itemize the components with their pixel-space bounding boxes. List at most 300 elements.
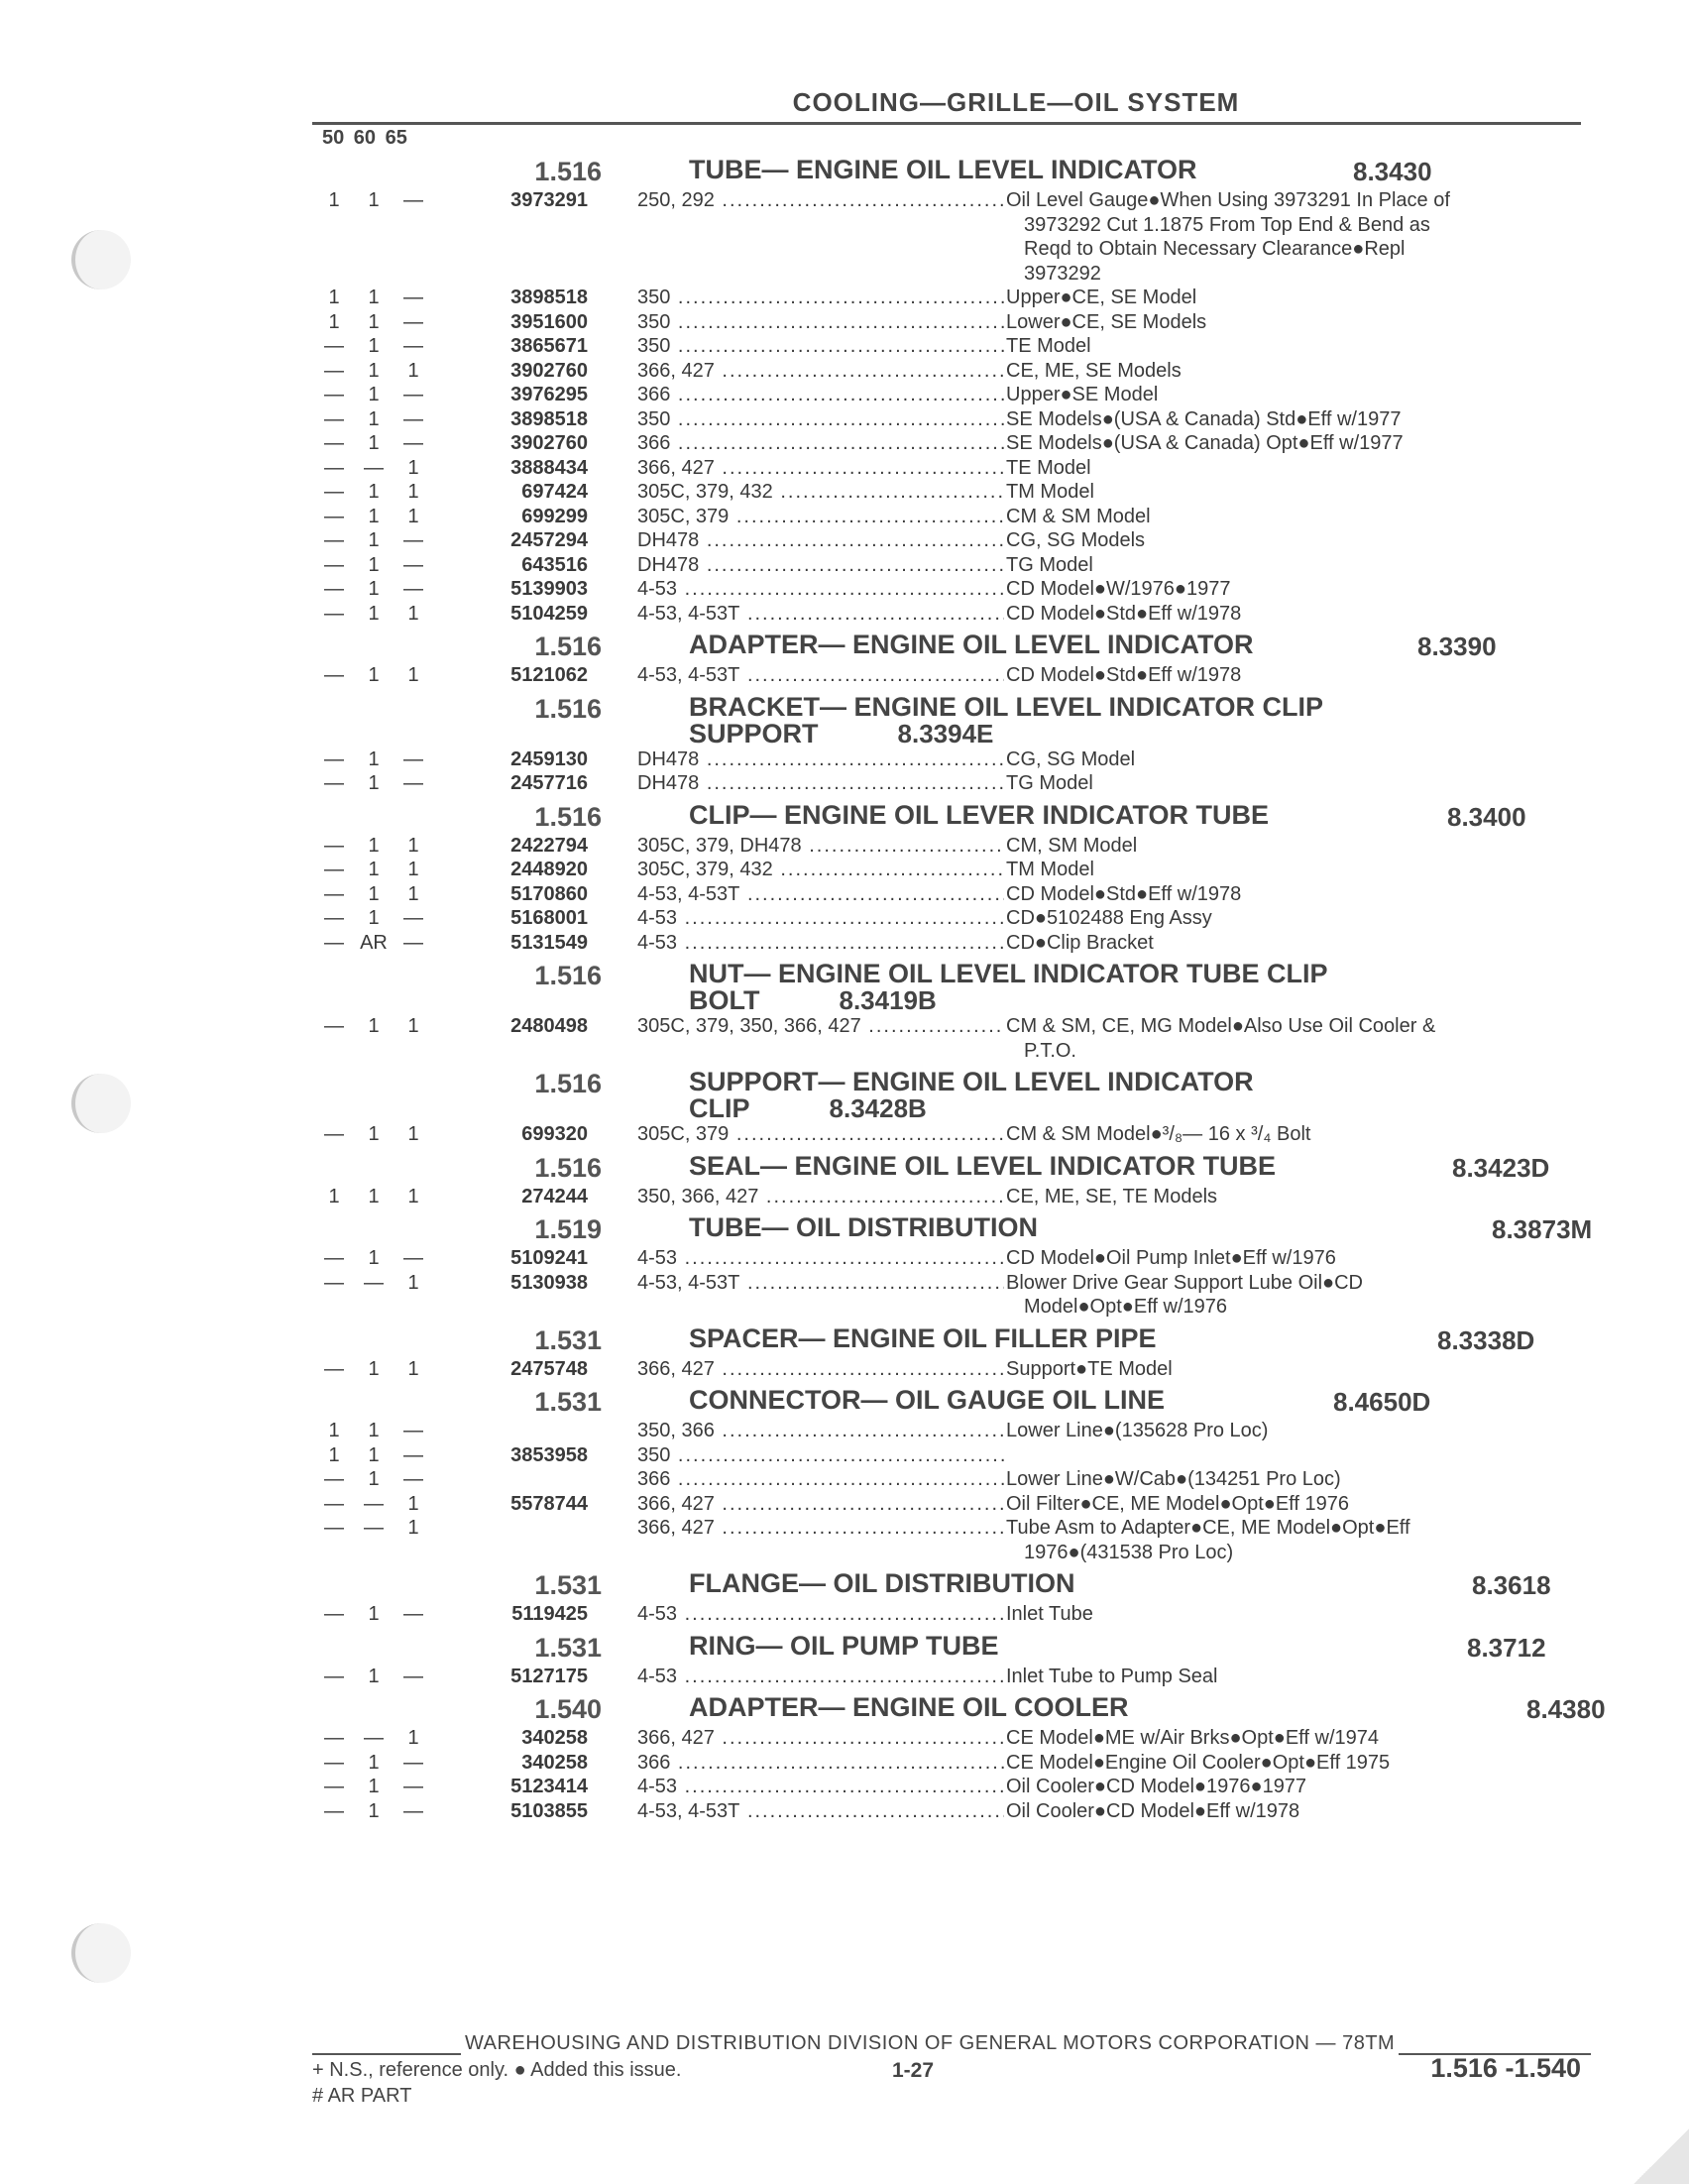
part-number: 340258	[521, 1727, 588, 1749]
year-qty-c3: —	[403, 1776, 423, 1797]
section-code: 8.3873M	[1492, 1214, 1593, 1244]
model-applicability: 350 .....	[637, 407, 1004, 432]
description-line: CE Model●ME w/Air Brks●Opt●Eff w/1974	[1006, 1727, 1379, 1749]
section-title	[689, 961, 1328, 1014]
part-row	[312, 906, 1591, 931]
part-description	[1006, 1775, 1591, 1799]
description-line: P.T.O.	[1024, 1039, 1076, 1062]
part-description	[1006, 771, 1591, 796]
group-number: 1.540	[534, 1694, 602, 1724]
year-qty-c2: 1	[368, 772, 380, 794]
group-number: 1.516	[534, 632, 602, 661]
part-row	[312, 577, 1591, 602]
part-number: 3898518	[510, 287, 588, 308]
year-qty-c1: —	[324, 931, 344, 954]
section-code: 8.3423D	[1452, 1152, 1550, 1183]
part-description	[1006, 1246, 1591, 1271]
year-qty-c3: 1	[407, 1185, 419, 1207]
model-applicability: 4-53 .....	[637, 1246, 1004, 1271]
part-row	[312, 1775, 1591, 1799]
model-applicability: 366, 427 .....	[637, 1516, 1004, 1541]
model-applicability: 305C, 379, 350, 366, 427 .....	[637, 1014, 1004, 1039]
part-description	[1006, 906, 1591, 931]
model-applicability: 366, 427 .....	[637, 1357, 1004, 1382]
part-number: 5123414	[510, 1776, 588, 1797]
part-row	[312, 1665, 1591, 1689]
section-title-line: CLIP 8.3428B	[689, 1093, 927, 1123]
section-title-line: SUPPORT 8.3394E	[689, 718, 994, 748]
footer-rule-left	[312, 2039, 461, 2055]
year-qty-c2: 1	[368, 335, 380, 357]
model-applicability: 305C, 379 .....	[637, 1122, 1004, 1147]
year-qty-c3: —	[403, 578, 423, 600]
year-qty-c3: —	[403, 432, 423, 454]
section-header	[312, 1385, 1591, 1419]
section-title	[689, 1214, 1038, 1241]
description-line: CE, ME, SE Models	[1006, 359, 1182, 382]
binder-hole-top	[71, 230, 131, 289]
year-qty-c2: 1	[368, 1799, 380, 1822]
year-qty-c1: —	[324, 481, 344, 503]
part-description	[1006, 1492, 1591, 1517]
section-code: 8.3400	[1447, 801, 1526, 832]
year-qty-c3: 1	[407, 1123, 419, 1145]
year-qty-c3: —	[403, 1443, 423, 1466]
section-title	[689, 632, 1254, 658]
year-qty-c2: —	[364, 1517, 384, 1539]
part-number: 3902760	[510, 359, 588, 382]
year-qty-c3: —	[403, 1420, 423, 1441]
year-qty-c3: 1	[407, 1727, 419, 1749]
year-qty-c3: —	[403, 1799, 423, 1822]
description-line: TG Model	[1006, 772, 1093, 794]
part-row	[312, 747, 1591, 772]
description-line: Lower Line●(135628 Pro Loc)	[1006, 1420, 1269, 1441]
title-rule	[312, 122, 1581, 125]
model-applicability: 350, 366 .....	[637, 1419, 1004, 1443]
year-qty-c1: —	[324, 432, 344, 454]
year-qty-c1: —	[324, 859, 344, 880]
part-row	[312, 480, 1591, 505]
model-applicability: 4-53 .....	[637, 1602, 1004, 1627]
model-applicability: 305C, 379, DH478 .....	[637, 834, 1004, 859]
description-line: SE Models●(USA & Canada) Std●Eff w/1977	[1006, 407, 1402, 430]
model-applicability: 350 .....	[637, 310, 1004, 335]
model-applicability: 4-53 .....	[637, 906, 1004, 931]
part-number: 2459130	[510, 747, 588, 770]
year-qty-c1: —	[324, 602, 344, 625]
model-applicability: 4-53, 4-53T .....	[637, 882, 1004, 907]
part-row	[312, 602, 1591, 627]
part-description	[1006, 1751, 1591, 1776]
part-description	[1006, 1014, 1591, 1063]
description-line: CD Model●Std●Eff w/1978	[1006, 882, 1242, 905]
description-line: Model●Opt●Eff w/1976	[1024, 1296, 1228, 1318]
part-row	[312, 383, 1591, 407]
description-line: CD●Clip Bracket	[1006, 931, 1154, 954]
part-number: 3888434	[510, 456, 588, 479]
year-qty-c2: 1	[368, 553, 380, 576]
description-line: Inlet Tube	[1006, 1603, 1093, 1625]
part-description	[1006, 931, 1591, 956]
year-qty-c3: —	[403, 1247, 423, 1269]
part-number: 3865671	[510, 335, 588, 357]
model-applicability: DH478 .....	[637, 747, 1004, 772]
section-title	[689, 799, 1270, 830]
year-qty-c1: —	[324, 1271, 344, 1294]
part-number: 3853958	[510, 1443, 588, 1466]
year-qty-c3: 1	[407, 481, 419, 503]
part-row	[312, 1799, 1591, 1824]
section-header	[312, 1067, 1591, 1122]
section-title-line: BRACKET— ENGINE OIL LEVEL INDICATOR CLIP	[689, 691, 1324, 722]
page-header	[312, 87, 1581, 125]
description-line: Upper●CE, SE Model	[1006, 287, 1197, 308]
part-description	[1006, 1516, 1591, 1564]
part-description	[1006, 834, 1591, 859]
part-row	[312, 1467, 1591, 1492]
part-description	[1006, 882, 1591, 907]
year-qty-c1: —	[324, 882, 344, 905]
year-qty-c3: —	[403, 335, 423, 357]
year-qty-c2: 1	[368, 384, 380, 405]
part-row	[312, 1014, 1591, 1063]
footer-note: + N.S., reference only. ● Added this issue.	[312, 2059, 682, 2081]
description-line: CG, SG Model	[1006, 747, 1136, 770]
part-number: 3902760	[510, 432, 588, 454]
year-qty-c1: —	[324, 1517, 344, 1539]
model-applicability: 4-53 .....	[637, 1775, 1004, 1799]
group-number: 1.516	[534, 1069, 602, 1098]
part-description	[1006, 528, 1591, 553]
model-applicability: 366 .....	[637, 1467, 1004, 1492]
year-qty-c1: —	[324, 1492, 344, 1515]
description-line: CE Model●Engine Oil Cooler●Opt●Eff 1975	[1006, 1751, 1391, 1774]
model-applicability: 350 .....	[637, 334, 1004, 359]
section-code: 8.3390	[1417, 632, 1497, 661]
year-qty-c1: 1	[328, 1185, 340, 1207]
model-applicability: 350, 366, 427 .....	[637, 1185, 1004, 1209]
year-qty-c1: —	[324, 1357, 344, 1380]
part-row	[312, 1726, 1591, 1751]
part-row	[312, 1602, 1591, 1627]
year-qty-c2: 1	[368, 578, 380, 600]
year-column-header: 50 60 65	[322, 127, 407, 149]
year-qty-c1: —	[324, 553, 344, 576]
model-applicability: 305C, 379 .....	[637, 505, 1004, 529]
description-line: Reqd to Obtain Necessary Clearance●Repl	[1024, 238, 1406, 260]
year-qty-c3: 1	[407, 1517, 419, 1539]
part-row	[312, 334, 1591, 359]
section-code: 8.3419B	[839, 985, 937, 1015]
part-description	[1006, 1726, 1591, 1751]
model-applicability: 350 .....	[637, 286, 1004, 310]
part-row	[312, 1357, 1591, 1382]
model-applicability: 366, 427 .....	[637, 1492, 1004, 1517]
section-title-line: SEAL— ENGINE OIL LEVEL INDICATOR TUBE	[689, 1150, 1277, 1181]
group-number: 1.516	[534, 961, 602, 990]
section-header	[312, 800, 1591, 834]
year-qty-c1: —	[324, 505, 344, 527]
year-qty-c1: —	[324, 664, 344, 686]
year-qty-c2: 1	[368, 310, 380, 333]
model-applicability: DH478 .....	[637, 528, 1004, 553]
part-number: 5139903	[510, 578, 588, 600]
year-qty-c3: —	[403, 1751, 423, 1774]
binder-hole-middle	[71, 1074, 131, 1133]
description-line: 3973292	[1024, 262, 1101, 285]
part-description	[1006, 1271, 1591, 1320]
model-applicability: 305C, 379, 432 .....	[637, 480, 1004, 505]
year-qty-c1: —	[324, 529, 344, 551]
group-number: 1.516	[534, 693, 602, 724]
part-description	[1006, 1419, 1591, 1443]
part-row	[312, 456, 1591, 481]
description-line: Tube Asm to Adapter●CE, ME Model●Opt●Eff	[1006, 1517, 1410, 1539]
year-qty-c3: 1	[407, 1271, 419, 1294]
description-line: Lower Line●W/Cab●(134251 Pro Loc)	[1006, 1468, 1341, 1490]
section-title-line: ADAPTER— ENGINE OIL LEVEL INDICATOR	[689, 630, 1254, 659]
year-qty-c2: 1	[368, 1603, 380, 1625]
part-row	[312, 286, 1591, 310]
part-description	[1006, 359, 1591, 384]
section-title-line: TUBE— OIL DISTRIBUTION	[689, 1212, 1039, 1242]
part-description	[1006, 286, 1591, 310]
year-qty-c1: —	[324, 1247, 344, 1269]
year-qty-c2: 1	[368, 1468, 380, 1490]
part-row	[312, 553, 1591, 578]
section-header	[312, 1568, 1591, 1602]
description-line: TE Model	[1006, 335, 1091, 357]
description-line: Oil Level Gauge●When Using 3973291 In Place of	[1006, 189, 1450, 211]
group-number: 1.531	[534, 1324, 602, 1355]
year-qty-c2: AR	[360, 931, 388, 954]
model-applicability: 4-53, 4-53T .....	[637, 1799, 1004, 1824]
section-title-line: SPACER— ENGINE OIL FILLER PIPE	[689, 1322, 1157, 1353]
part-number: 3951600	[510, 310, 588, 333]
description-line: SE Models●(USA & Canada) Opt●Eff w/1977	[1006, 432, 1404, 454]
year-qty-c2: 1	[368, 882, 380, 905]
year-qty-c3: —	[403, 747, 423, 770]
description-line: CD●5102488 Eng Assy	[1006, 907, 1212, 929]
page-footer	[312, 2032, 1591, 2107]
section-title-line: TUBE— ENGINE OIL LEVEL INDICATOR	[689, 155, 1197, 184]
description-line: TG Model	[1006, 553, 1093, 576]
part-number: 699320	[521, 1123, 588, 1145]
year-qty-c3: 1	[407, 456, 419, 479]
section-title	[689, 1694, 1129, 1721]
part-number: 5578744	[510, 1492, 588, 1515]
year-qty-c3: 1	[407, 1357, 419, 1380]
year-qty-c3: —	[403, 384, 423, 405]
section-title-line: NUT— ENGINE OIL LEVEL INDICATOR TUBE CLIP	[689, 959, 1328, 988]
year-qty-c1: —	[324, 456, 344, 479]
year-qty-c2: 1	[368, 602, 380, 625]
part-row	[312, 1185, 1591, 1209]
part-row	[312, 528, 1591, 553]
part-number: 699299	[521, 505, 588, 527]
description-line: CD Model●Std●Eff w/1978	[1006, 664, 1242, 686]
section-title	[689, 1150, 1277, 1181]
year-qty-c1: —	[324, 834, 344, 857]
part-description	[1006, 480, 1591, 505]
description-line: CE, ME, SE, TE Models	[1006, 1185, 1218, 1207]
year-qty-c3: 1	[407, 859, 419, 880]
group-range: 1.516 -1.540	[1430, 2053, 1581, 2083]
section-title	[689, 1387, 1165, 1414]
part-description	[1006, 553, 1591, 578]
section-header	[312, 1151, 1591, 1185]
model-applicability: 366, 427 .....	[637, 359, 1004, 384]
year-qty-c1: —	[324, 1751, 344, 1774]
year-qty-c2: 1	[368, 1015, 380, 1037]
part-row	[312, 1751, 1591, 1776]
part-row	[312, 188, 1591, 286]
section-title	[689, 1570, 1075, 1597]
year-qty-c2: 1	[368, 529, 380, 551]
page-title: COOLING—GRILLE—OIL SYSTEM	[792, 87, 1240, 117]
year-qty-c3: —	[403, 189, 423, 211]
year-qty-c3: —	[403, 553, 423, 576]
year-qty-c1: —	[324, 1727, 344, 1749]
part-number: 5168001	[510, 907, 588, 929]
description-line: CD Model●Oil Pump Inlet●Eff w/1976	[1006, 1247, 1336, 1269]
part-number: 3898518	[510, 407, 588, 430]
part-row	[312, 359, 1591, 384]
section-header	[312, 1692, 1606, 1726]
year-qty-c1: —	[324, 907, 344, 929]
section-title-line: SUPPORT— ENGINE OIL LEVEL INDICATOR	[689, 1067, 1254, 1096]
year-qty-c1: —	[324, 359, 344, 382]
year-qty-c2: 1	[368, 1751, 380, 1774]
part-description	[1006, 188, 1591, 286]
part-number: 5109241	[510, 1247, 588, 1269]
section-title	[689, 1069, 1254, 1122]
year-qty-c2: 1	[368, 907, 380, 929]
section-title-line: CONNECTOR— OIL GAUGE OIL LINE	[689, 1385, 1166, 1415]
part-row	[312, 1516, 1591, 1564]
description-line: Oil Filter●CE, ME Model●Opt●Eff 1976	[1006, 1492, 1349, 1515]
year-qty-c1: —	[324, 1799, 344, 1822]
year-qty-c2: 1	[368, 1123, 380, 1145]
part-number: 2480498	[510, 1015, 588, 1037]
description-line: Support●TE Model	[1006, 1357, 1173, 1380]
description-line: 1976●(431538 Pro Loc)	[1024, 1541, 1234, 1563]
part-row	[312, 771, 1591, 796]
year-qty-c3: 1	[407, 1492, 419, 1515]
year-qty-c2: 1	[368, 505, 380, 527]
model-applicability: 4-53 .....	[637, 931, 1004, 956]
section-code: 8.4380	[1526, 1694, 1606, 1724]
part-row	[312, 310, 1591, 335]
part-description	[1006, 747, 1591, 772]
year-qty-c3: —	[403, 287, 423, 308]
part-row	[312, 663, 1591, 688]
part-description	[1006, 1799, 1591, 1824]
model-applicability: DH478 .....	[637, 553, 1004, 578]
section-header	[312, 1212, 1591, 1246]
part-number: 5103855	[510, 1799, 588, 1822]
year-qty-c2: 1	[368, 1357, 380, 1380]
year-qty-c3: —	[403, 1665, 423, 1687]
year-qty-c2: 1	[368, 189, 380, 211]
year-qty-c3: —	[403, 529, 423, 551]
part-number: 2457716	[510, 772, 588, 794]
section-header	[312, 1631, 1591, 1665]
section-header	[312, 959, 1591, 1014]
part-number: 2448920	[510, 859, 588, 880]
section-header	[312, 630, 1591, 663]
year-qty-c3: 1	[407, 359, 419, 382]
model-applicability: 250, 292 .....	[637, 188, 1004, 213]
section-title-line: ADAPTER— ENGINE OIL COOLER	[689, 1692, 1129, 1722]
section-code: 8.3338D	[1437, 1324, 1535, 1355]
description-line: Inlet Tube to Pump Seal	[1006, 1665, 1218, 1687]
year-qty-c3: 1	[407, 882, 419, 905]
description-line: TM Model	[1006, 859, 1094, 880]
model-applicability: 4-53 .....	[637, 577, 1004, 602]
part-row	[312, 882, 1591, 907]
model-applicability: 305C, 379, 432 .....	[637, 858, 1004, 882]
part-number: 2475748	[510, 1357, 588, 1380]
group-number: 1.516	[534, 1152, 602, 1183]
part-row	[312, 931, 1591, 956]
year-qty-c2: —	[364, 456, 384, 479]
model-applicability: 350 .....	[637, 1443, 1004, 1468]
year-qty-c2: 1	[368, 432, 380, 454]
year-qty-c2: 1	[368, 747, 380, 770]
part-description	[1006, 456, 1591, 481]
year-qty-c3: —	[403, 310, 423, 333]
model-applicability: 366, 427 .....	[637, 456, 1004, 481]
part-description	[1006, 1122, 1591, 1147]
part-description	[1006, 602, 1591, 627]
year-qty-c2: —	[364, 1492, 384, 1515]
year-qty-c3: —	[403, 931, 423, 954]
section-title	[689, 691, 1324, 748]
model-applicability: 366 .....	[637, 431, 1004, 456]
part-number: 340258	[521, 1751, 588, 1774]
year-qty-c1: —	[324, 578, 344, 600]
part-number: 5130938	[510, 1271, 588, 1294]
model-applicability: 4-53, 4-53T .....	[637, 1271, 1004, 1296]
section-code: 8.3712	[1467, 1632, 1546, 1663]
model-applicability: 4-53, 4-53T .....	[637, 663, 1004, 688]
ar-part-note: # AR PART	[312, 2085, 412, 2107]
part-number: 697424	[521, 481, 588, 503]
page-corner-fold	[1630, 2105, 1689, 2184]
part-number: 5131549	[510, 931, 588, 954]
description-line: Oil Cooler●CD Model●Eff w/1978	[1006, 1799, 1300, 1822]
model-applicability: 4-53, 4-53T .....	[637, 602, 1004, 627]
section-header	[312, 155, 1591, 188]
section-title	[689, 1322, 1157, 1353]
group-number: 1.531	[534, 1387, 602, 1417]
year-qty-c3: —	[403, 407, 423, 430]
group-number: 1.519	[534, 1214, 602, 1244]
page-number: 1-27	[892, 2059, 935, 2082]
description-line: CM & SM, CE, MG Model●Also Use Oil Cooler &	[1006, 1015, 1436, 1037]
part-description	[1006, 1185, 1591, 1209]
description-line: CM & SM Model	[1006, 505, 1151, 527]
year-qty-c2: 1	[368, 1420, 380, 1441]
model-applicability: 366 .....	[637, 1751, 1004, 1776]
year-qty-c3: —	[403, 772, 423, 794]
year-qty-c1: —	[324, 747, 344, 770]
section-title	[689, 157, 1197, 183]
part-description	[1006, 577, 1591, 602]
year-qty-c1: —	[324, 407, 344, 430]
